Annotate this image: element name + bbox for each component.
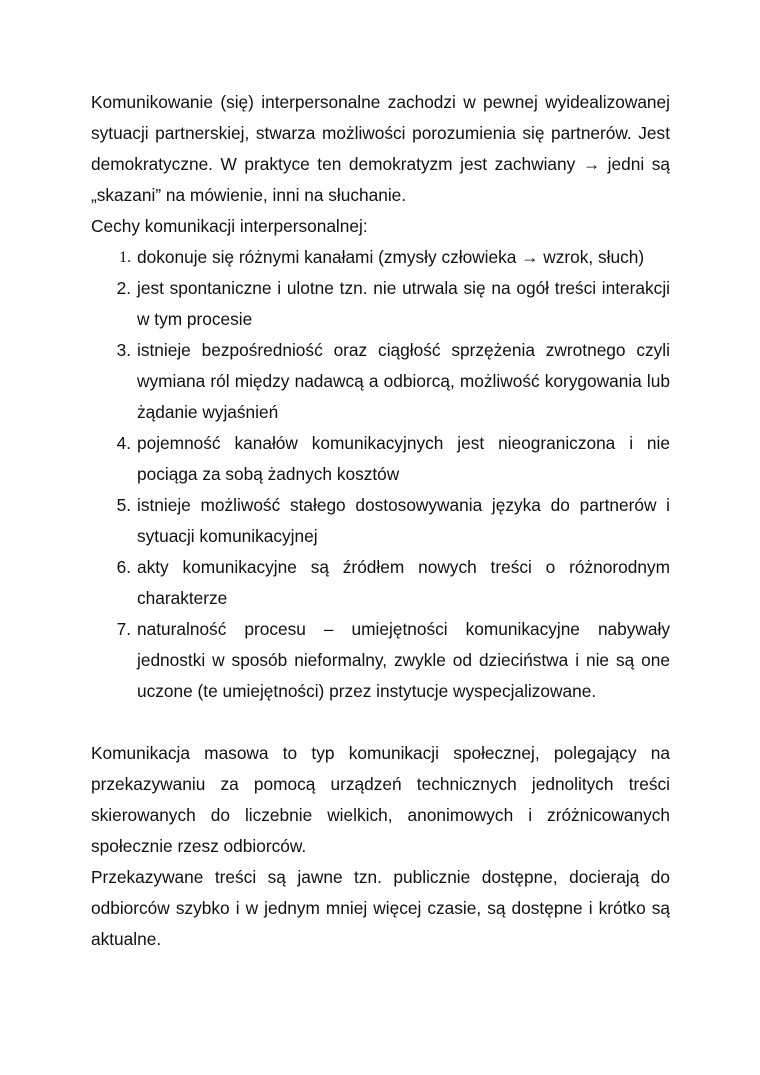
list-item-text: istnieje możliwość stałego dostosowywania języka do partnerów i sytuacji komunikacyjnej: [137, 495, 670, 546]
intro-paragraph: Komunikowanie (się) interpersonalne zachodzi w pewnej wyidealizowanej sytuacji partnerskiej, stwarza możliwości porozumienia się partnerów. Jest demokratyczne. W praktyce ten demokratyzm jest zachwiany → jedni są „skazani” na mówienie, inni na słuchanie.: [91, 92, 670, 205]
list-item: [91, 614, 670, 707]
list-item-text: naturalność procesu – umiejętności komunikacyjne nabywały jednostki w sposób nieformalny, zwykle od dzieciństwa i nie są one uczone (te umiejętności) przez instytucje wyspecjalizowane.: [137, 619, 670, 701]
content-paragraph: Przekazywane treści są jawne tzn. publicznie dostępne, docierają do odbiorców szybko i w jednym mniej więcej czasie, są dostępne i krótko są aktualne.: [91, 867, 670, 949]
list-item-number: 4.: [116, 433, 131, 453]
list-item: [91, 428, 670, 490]
list-item-number: 7.: [116, 619, 131, 639]
list-item: [91, 273, 670, 335]
list-item-number: 1.: [119, 249, 131, 266]
list-item-text: dokonuje się różnymi kanałami (zmysły człowieka → wzrok, słuch): [137, 247, 645, 267]
list-item-text: akty komunikacyjne są źródłem nowych treści o różnorodnym charakterze: [137, 557, 670, 608]
document-page: [91, 87, 670, 955]
paragraph-spacer: [91, 707, 670, 738]
list-item: [91, 242, 670, 273]
list-item: [91, 552, 670, 614]
list-item-number: 3.: [116, 340, 131, 360]
list-item-number: 2.: [116, 278, 131, 298]
mass-communication-paragraph: Komunikacja masowa to typ komunikacji społecznej, polegający na przekazywaniu za pomocą urządzeń technicznych jednolitych treści skierowanych do liczebnie wielkich, anonimowych i zróżnicowanych społecznie rzesz odbiorców.: [91, 743, 670, 856]
list-item-text: pojemność kanałów komunikacyjnych jest nieograniczona i nie pociąga za sobą żadnych kosztów: [137, 433, 670, 484]
features-list: [91, 242, 670, 707]
list-item-number: 6.: [116, 557, 131, 577]
list-item-number: 5.: [116, 495, 131, 515]
list-item-text: istnieje bezpośredniość oraz ciągłość sprzężenia zwrotnego czyli wymiana ról między nadawcą a odbiorcą, możliwość korygowania lub żądanie wyjaśnień: [137, 340, 670, 422]
list-item-text: jest spontaniczne i ulotne tzn. nie utrwala się na ogół treści interakcji w tym procesie: [137, 278, 670, 329]
list-item: [91, 490, 670, 552]
list-item: [91, 335, 670, 428]
features-heading: Cechy komunikacji interpersonalnej:: [91, 216, 368, 236]
